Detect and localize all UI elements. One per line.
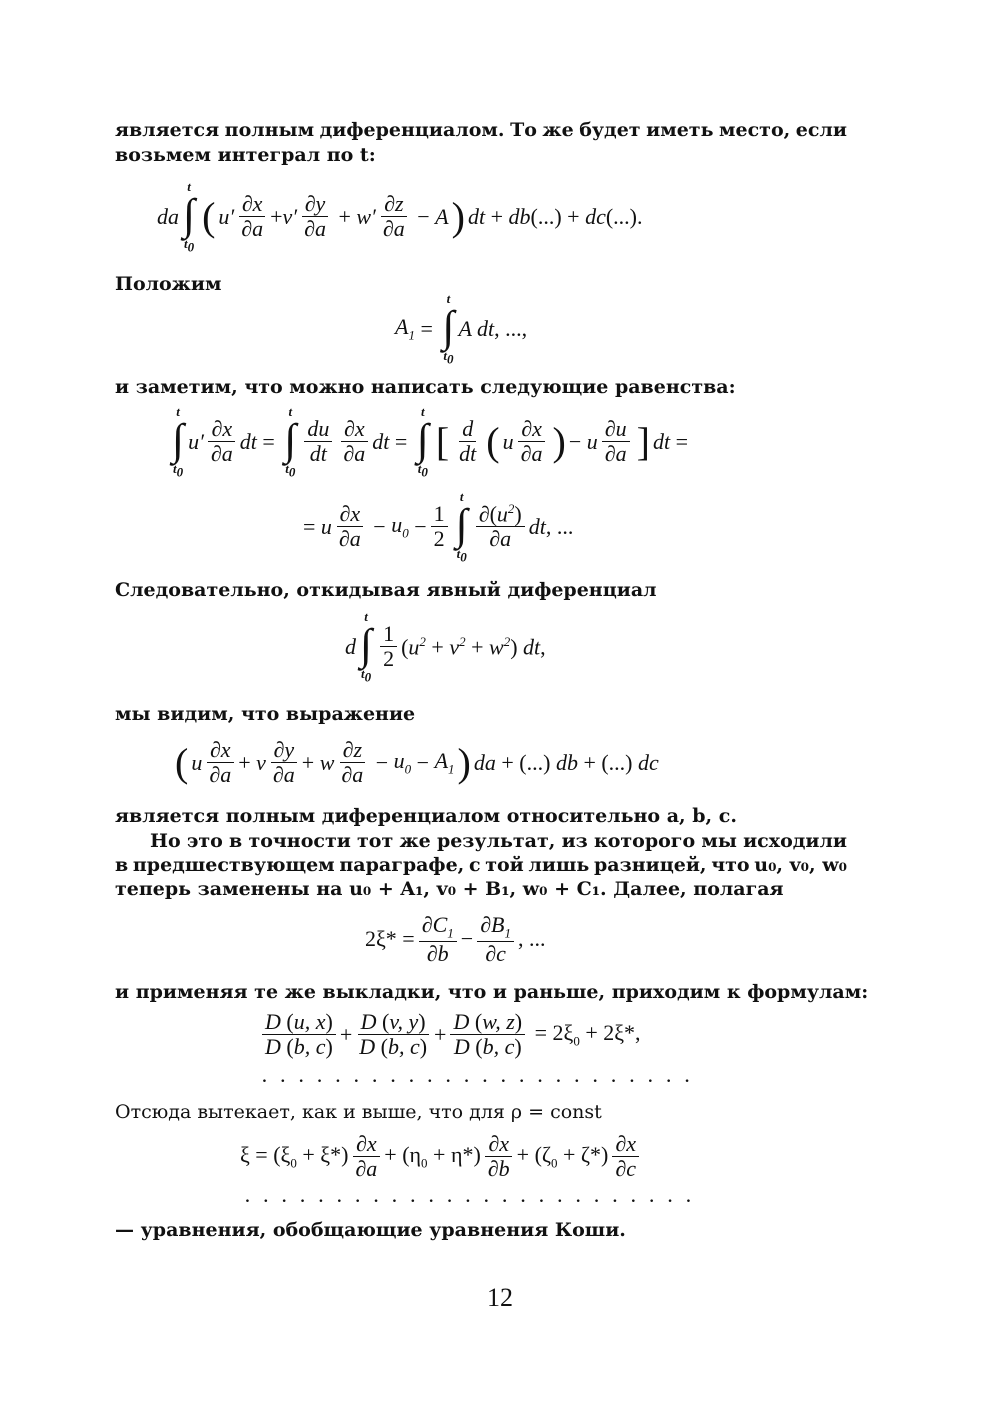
- word: иметь: [646, 119, 714, 141]
- equation-1: da t ∫ $t_0$ ( u′ $\frac{\partial x}{\partial a}$ + v′ $\frac{\partial y}{\partial a}$ + w′ $\frac{\partial z}{\partial a}$ − A ) dt + db(...) + dc(...).: [157, 179, 643, 255]
- equation-7: $\frac{D (u, x)}{D (b, c)}$ + $\frac{D (v, y)}{D (b, c)}$ + $\frac{D (w, z)}{D (b, c)}$ = $2\xi_0 + 2\xi*$,: [258, 1010, 641, 1059]
- word: результат,: [436, 830, 556, 852]
- equation-8: $\xi = (\xi_0 + \xi*)$ $\frac{\partial x}{\partial a}$ + $(\eta_0 + \eta*)$ $\frac{\partial x}{\partial b}$ + $(\zeta_0 + \zeta*)$ $\frac{\partial x}{\partial c}$: [240, 1132, 643, 1181]
- word: исходили: [743, 830, 847, 852]
- word: То: [510, 119, 537, 141]
- word: место,: [719, 119, 791, 141]
- word: что: [711, 854, 750, 876]
- word: является: [115, 119, 220, 141]
- word: будет: [579, 119, 641, 141]
- word: из: [561, 830, 588, 852]
- word: которого: [594, 830, 696, 852]
- text-line-teper: теперь заменены на u₀ + A₁, v₀ + B₁, w₀ + C₁. Далее, полагая: [115, 878, 784, 900]
- word: Но: [150, 830, 181, 852]
- ellipsis-row-2: .........................: [245, 1190, 705, 1206]
- word: мы: [701, 830, 737, 852]
- word: в: [115, 854, 129, 876]
- text-line-sledovatelno: Следовательно, откидывая явный диференциал: [115, 579, 657, 601]
- equation-3b: = u $\frac{\partial x}{\partial a}$ − $u_0$ − $\frac{1}{2}$ t ∫ $t_0$ $\frac{\partial(u^2)}{\partial a}$ dt, ...: [303, 489, 574, 565]
- text-line-uravneniya: — уравнения, обобщающие уравнения Коши.: [115, 1219, 626, 1241]
- word: полным: [224, 119, 315, 141]
- word: же: [542, 119, 574, 141]
- text-line-primenyaya: и применяя те же выкладки, что и раньше, приходим к формулам:: [115, 981, 869, 1003]
- text-line-2: возьмем интеграл по t:: [115, 144, 376, 166]
- ellipsis-row-1: ........................: [262, 1070, 703, 1086]
- equation-5: ( u $\frac{\partial x}{\partial a}$ + v $\frac{\partial y}{\partial a}$ + w $\frac{\partial z}{\partial a}$ − $u_0$ − $A_1$ ) da + (...) db + (...) dc: [175, 737, 659, 788]
- word: это: [186, 830, 223, 852]
- word: же: [399, 830, 431, 852]
- word: предшествующем: [132, 854, 335, 876]
- word: если: [795, 119, 847, 141]
- word: диференциалом.: [319, 119, 505, 141]
- word: с: [468, 854, 481, 876]
- word: u₀, v₀, w₀: [754, 854, 847, 876]
- text-line-zametim: и заметим, что можно написать следующие равенства:: [115, 376, 736, 398]
- word: той: [485, 854, 524, 876]
- page-number: 12: [487, 1283, 513, 1312]
- word: параграфе,: [339, 854, 465, 876]
- text-line-otsyuda: Отсюда вытекает, как и выше, что для ρ = const: [115, 1101, 602, 1123]
- word: разницей,: [593, 854, 707, 876]
- word: точности: [248, 830, 351, 852]
- text-line-1: [115, 118, 847, 142]
- equation-4: d t ∫ $t_0$ $\frac{1}{2}$ $(u^2 + v^2 + w^2)$ dt,: [345, 609, 546, 685]
- text-line-my-vidim: мы видим, что выражение: [115, 703, 416, 725]
- equation-3a: t ∫ $t_0$ u′ $\frac{\partial x}{\partial a}$ dt = t ∫ $t_0$ $\frac{du}{dt}$ $\frac{\partial x}{\partial a}$ dt = t ∫ $t_0$ [ $\frac{d}{dt}$ ( u $\frac{\partial x}{\partial a}$ ) − u $\frac{\partial u}{\partial a}$ ] dt =: [172, 404, 688, 480]
- text-polozhim: Положим: [115, 273, 222, 295]
- word: лишь: [528, 854, 590, 876]
- text-line-predshestvuyushchem: [115, 853, 847, 877]
- equation-6: 2ξ* = $\frac{\partial C_1}{\partial b}$ − $\frac{\partial B_1}{\partial c}$ , ...: [365, 912, 546, 966]
- text-line-yavlyaetsya: является полным диференциалом относительно a, b, c.: [115, 805, 737, 827]
- word: в: [229, 830, 243, 852]
- text-line-no-eto: [150, 829, 847, 853]
- equation-2: $A_1$ = t ∫ $t_0$ A dt, ...,: [395, 291, 528, 367]
- word: тот: [357, 830, 394, 852]
